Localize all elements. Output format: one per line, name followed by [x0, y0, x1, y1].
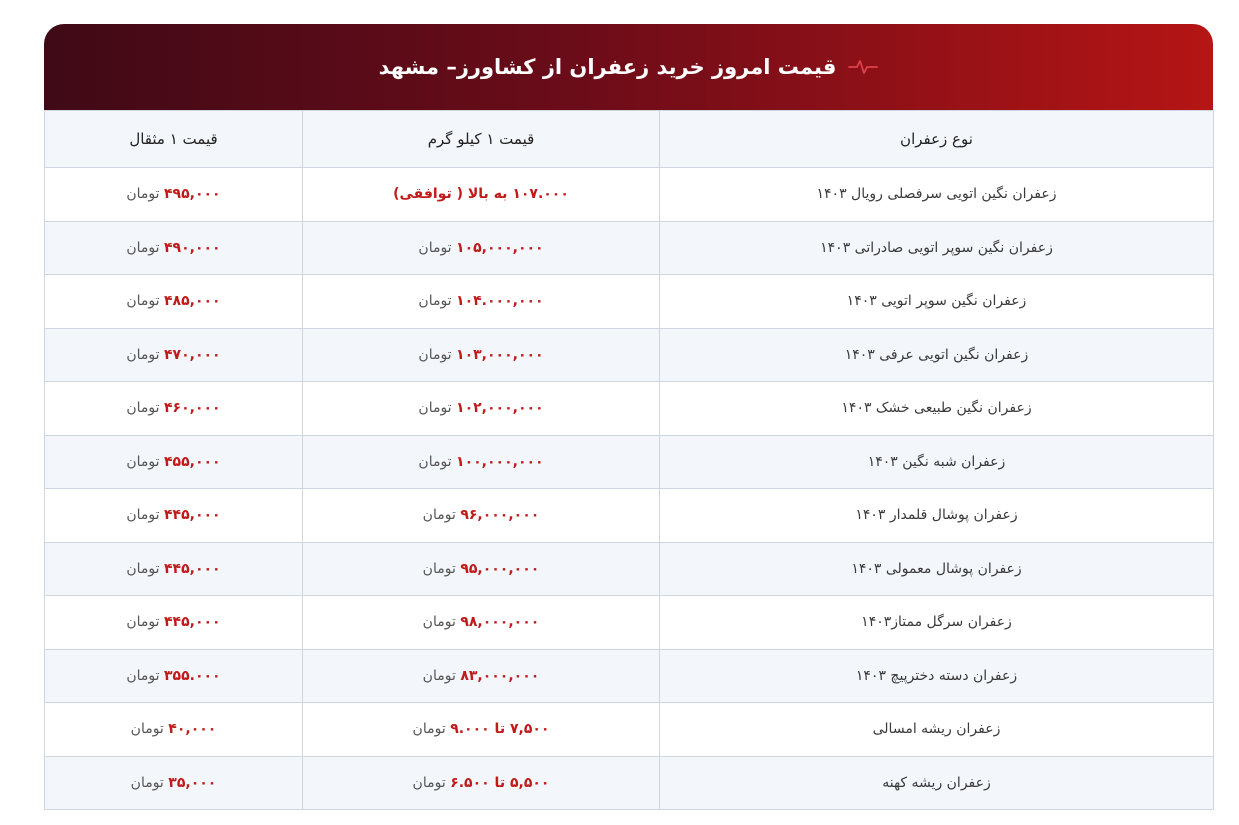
mesghal-price-unit: تومان [126, 667, 160, 684]
kg-price-unit: تومان [418, 346, 452, 363]
kg-price-cell [303, 703, 660, 757]
kg-price-unit: تومان [422, 667, 456, 684]
table-row [45, 596, 1214, 650]
mesghal-price-unit: تومان [126, 453, 160, 470]
saffron-type-cell: زعفران نگین اتویی سرفصلی رویال ۱۴۰۳ [660, 168, 1214, 222]
kg-price-cell [303, 649, 660, 703]
mesghal-price-unit: تومان [130, 721, 164, 738]
mesghal-price-amount: ۴۶۰,۰۰۰ [164, 400, 221, 417]
kg-price-cell [303, 275, 660, 329]
mesghal-price-unit: تومان [130, 774, 164, 791]
kg-price-amount: ۱۰۳,۰۰۰,۰۰۰ [456, 346, 544, 363]
kg-price-amount: ۷,۵۰۰ تا ۹.۰۰۰ [450, 721, 550, 738]
mesghal-price-unit: تومان [126, 239, 160, 256]
mesghal-price-amount: ۴۴۵,۰۰۰ [164, 560, 221, 577]
saffron-type-cell: زعفران شبه نگین ۱۴۰۳ [660, 435, 1214, 489]
mesghal-price-cell [45, 328, 303, 382]
mesghal-price-cell [45, 489, 303, 543]
table-row [45, 542, 1214, 596]
kg-price-cell [303, 756, 660, 810]
mesghal-price-amount: ۴۹۰,۰۰۰ [164, 239, 221, 256]
saffron-type-cell: زعفران نگین سوپر اتویی ۱۴۰۳ [660, 275, 1214, 329]
saffron-type-cell: زعفران نگین اتویی عرفی ۱۴۰۳ [660, 328, 1214, 382]
kg-price-unit: تومان [418, 293, 452, 310]
mesghal-price-unit: تومان [126, 507, 160, 524]
mesghal-price-unit: تومان [126, 346, 160, 363]
saffron-price-table [44, 110, 1214, 810]
kg-price-amount: ۱۰۷.۰۰۰ به بالا ( توافقی) [393, 186, 569, 203]
table-row [45, 168, 1214, 222]
kg-price-unit: تومان [418, 453, 452, 470]
mesghal-price-cell [45, 596, 303, 650]
mesghal-price-cell [45, 275, 303, 329]
saffron-type-cell: زعفران نگین سوپر اتویی صادراتی ۱۴۰۳ [660, 221, 1214, 275]
kg-price-cell [303, 328, 660, 382]
kg-price-unit: تومان [412, 774, 446, 791]
mesghal-price-unit: تومان [126, 293, 160, 310]
table-row [45, 382, 1214, 436]
kg-price-amount: ۱۰۴.۰۰۰,۰۰۰ [456, 293, 544, 310]
column-header-type: نوع زعفران [660, 111, 1214, 168]
mesghal-price-cell [45, 168, 303, 222]
pulse-icon [848, 57, 878, 77]
mesghal-price-amount: ۴۰,۰۰۰ [168, 721, 217, 738]
kg-price-amount: ۹۶,۰۰۰,۰۰۰ [460, 507, 540, 524]
kg-price-amount: ۹۸,۰۰۰,۰۰۰ [460, 614, 540, 631]
kg-price-amount: ۱۰۰,۰۰۰,۰۰۰ [456, 453, 544, 470]
kg-price-unit: تومان [422, 560, 456, 577]
kg-price-cell [303, 489, 660, 543]
mesghal-price-amount: ۴۸۵,۰۰۰ [164, 293, 221, 310]
mesghal-price-cell [45, 756, 303, 810]
mesghal-price-unit: تومان [126, 400, 160, 417]
table-row [45, 649, 1214, 703]
table-title: قیمت امروز خرید زعفران از کشاورز– مشهد [378, 55, 837, 79]
mesghal-price-amount: ۴۴۵,۰۰۰ [164, 614, 221, 631]
table-row [45, 328, 1214, 382]
kg-price-amount: ۹۵,۰۰۰,۰۰۰ [460, 560, 540, 577]
mesghal-price-unit: تومان [126, 614, 160, 631]
kg-price-unit: تومان [412, 721, 446, 738]
saffron-type-cell: زعفران دسته دخترپیچ ۱۴۰۳ [660, 649, 1214, 703]
saffron-type-cell: زعفران نگین طبیعی خشک ۱۴۰۳ [660, 382, 1214, 436]
table-row [45, 489, 1214, 543]
kg-price-amount: ۱۰۵,۰۰۰,۰۰۰ [456, 239, 544, 256]
table-header-row [45, 111, 1214, 168]
mesghal-price-amount: ۴۴۵,۰۰۰ [164, 507, 221, 524]
mesghal-price-amount: ۳۵۵.۰۰۰ [164, 667, 221, 684]
table-row [45, 703, 1214, 757]
kg-price-unit: تومان [418, 239, 452, 256]
table-header-banner [44, 24, 1213, 110]
kg-price-cell [303, 542, 660, 596]
mesghal-price-amount: ۴۹۵,۰۰۰ [164, 186, 221, 203]
kg-price-unit: تومان [418, 400, 452, 417]
kg-price-amount: ۵,۵۰۰ تا ۶.۵۰۰ [450, 774, 550, 791]
table-row [45, 435, 1214, 489]
saffron-type-cell: زعفران پوشال معمولی ۱۴۰۳ [660, 542, 1214, 596]
mesghal-price-amount: ۳۵,۰۰۰ [168, 774, 217, 791]
mesghal-price-cell [45, 703, 303, 757]
mesghal-price-cell [45, 221, 303, 275]
saffron-type-cell: زعفران ریشه امسالی [660, 703, 1214, 757]
kg-price-unit: تومان [422, 507, 456, 524]
kg-price-cell [303, 221, 660, 275]
saffron-type-cell: زعفران ریشه کهنه [660, 756, 1214, 810]
mesghal-price-unit: تومان [126, 560, 160, 577]
kg-price-unit: تومان [422, 614, 456, 631]
column-header-mesghal-price: قیمت ۱ مثقال [45, 111, 303, 168]
mesghal-price-amount: ۴۷۰,۰۰۰ [164, 346, 221, 363]
mesghal-price-amount: ۴۵۵,۰۰۰ [164, 453, 221, 470]
column-header-kg-price: قیمت ۱ کیلو گرم [303, 111, 660, 168]
kg-price-amount: ۸۳,۰۰۰,۰۰۰ [460, 667, 540, 684]
table-row [45, 275, 1214, 329]
kg-price-amount: ۱۰۲,۰۰۰,۰۰۰ [456, 400, 544, 417]
saffron-type-cell: زعفران سرگل ممتاز۱۴۰۳ [660, 596, 1214, 650]
mesghal-price-cell [45, 435, 303, 489]
kg-price-cell [303, 382, 660, 436]
kg-price-cell [303, 168, 660, 222]
saffron-type-cell: زعفران پوشال قلمدار ۱۴۰۳ [660, 489, 1214, 543]
table-row [45, 756, 1214, 810]
kg-price-cell [303, 596, 660, 650]
mesghal-price-unit: تومان [126, 186, 160, 203]
mesghal-price-cell [45, 649, 303, 703]
table-row [45, 221, 1214, 275]
price-table-card [44, 24, 1213, 810]
kg-price-cell [303, 435, 660, 489]
mesghal-price-cell [45, 542, 303, 596]
mesghal-price-cell [45, 382, 303, 436]
